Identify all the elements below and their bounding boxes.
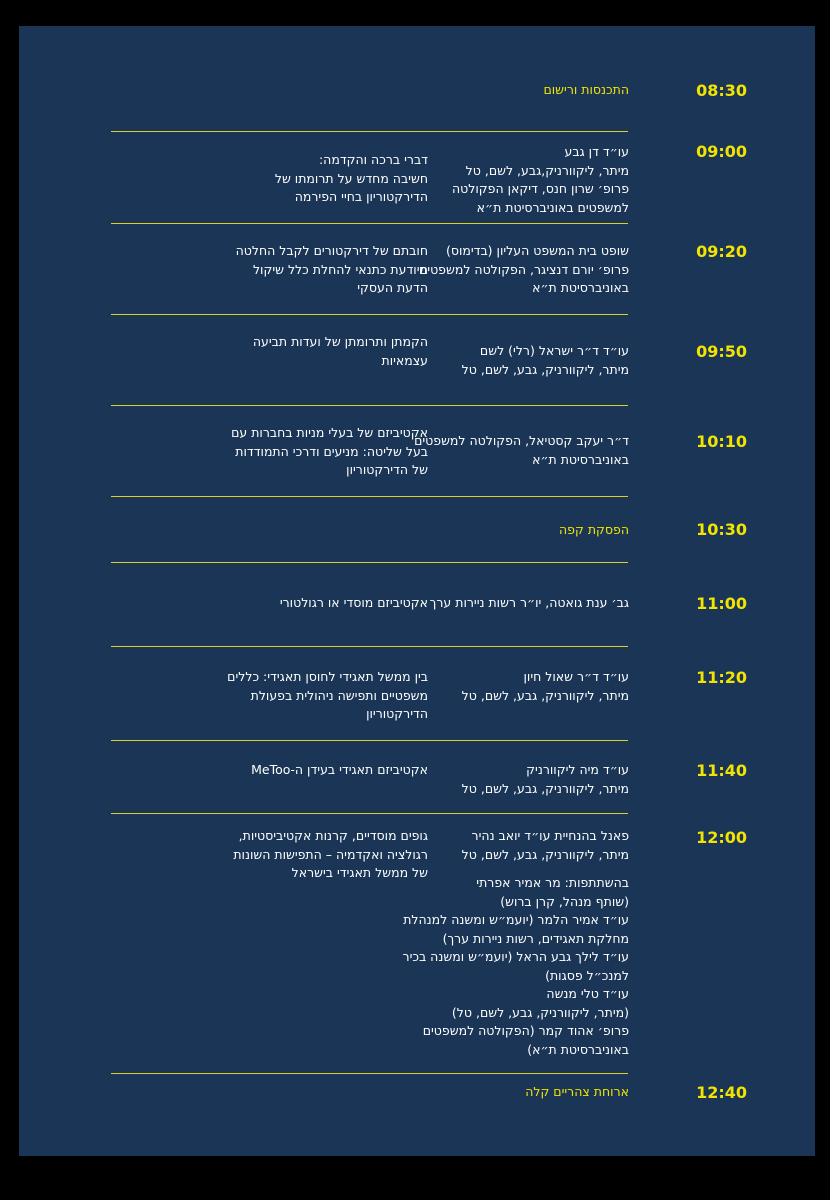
- speaker-line: עו״ד מיה ליקוורניק: [526, 762, 629, 777]
- panel-line: עו״ד טלי מנשה: [546, 986, 629, 1001]
- divider: [111, 314, 628, 315]
- topic-line: אקטיביזם של בעלי מניות בחברות עם: [231, 425, 428, 440]
- speaker-line: מיתר, ליקוורניק,גבע, לשם, טל: [465, 162, 629, 178]
- speaker-line: מיתר, ליקוורניק, גבע, לשם, טל: [461, 846, 629, 862]
- time-label: 12:00: [696, 828, 747, 847]
- speaker-line: עו״ד דן גבע: [564, 144, 629, 159]
- speaker-line: באוניברסיטת ת״א: [532, 451, 629, 467]
- topic-line: חובתם של דירקטורים לקבל החלטה: [235, 243, 428, 258]
- topic-line: אקטיביזם תאגידי בעידן ה-MeToo: [251, 762, 428, 777]
- topic-line: עצמאיות: [381, 352, 428, 368]
- topic-line: של ממשל תאגידי בישראל: [291, 865, 428, 880]
- divider: [111, 646, 628, 647]
- time-label: 11:40: [696, 761, 747, 780]
- speaker-line: למשפטים באוניברסיטת ת״א: [476, 199, 629, 215]
- speaker-line: ד״ר יעקב קסטיאל, הפקולטה למשפטים: [414, 433, 629, 448]
- time-label: 10:10: [696, 432, 747, 451]
- event-label: הפסקת קפה: [559, 522, 629, 537]
- time-label: 08:30: [696, 81, 747, 100]
- speaker-line: פאנל בהנחיית עו״ד יואב נהיר: [471, 828, 629, 843]
- divider: [111, 1073, 628, 1074]
- topic-line: הקמתן ותרומתן של ועדות תביעה: [252, 334, 428, 349]
- topic-line: הדירקטוריון בחיי הפירמה: [294, 189, 428, 204]
- time-label: 09:00: [696, 142, 747, 161]
- topic-line: דברי ברכה והקדמה:: [318, 152, 428, 167]
- topic-line: אקטיביזם מוסדי או רגולטורי: [279, 595, 428, 610]
- time-label: 09:20: [696, 242, 747, 261]
- time-label: 11:20: [696, 668, 747, 687]
- speaker-line: פרופ׳ שרון חנס, דיקאן הפקולטה: [451, 181, 629, 196]
- topic-block: [128, 668, 428, 724]
- speaker-line: עו״ד ד״ר ישראל (רלי) לשם: [479, 343, 629, 358]
- topic-block: [128, 242, 428, 298]
- topic-block: [128, 333, 428, 370]
- topic-line: בעל שליטה: מניעים ודרכי התמודדות: [235, 443, 428, 459]
- topic-line: הדירקטוריון: [366, 706, 428, 721]
- speaker-line: גב׳ ענת גואטה, יו״ר רשות ניירות ערך: [429, 595, 629, 610]
- topic-block: [128, 594, 428, 613]
- panel-line: פרופ׳ אהוד קמר (הפקולטה למשפטים: [422, 1023, 629, 1038]
- panel-line: באוניברסיטת ת״א): [527, 1041, 629, 1057]
- time-label: 10:30: [696, 520, 747, 539]
- time-label: 11:00: [696, 594, 747, 613]
- panel-line: בהשתתפות: מר אמיר אפרתי: [476, 875, 629, 890]
- divider: [111, 131, 628, 132]
- panel-line: (מיתר, ליקוורניק, גבע, לשם, טל): [451, 1004, 629, 1020]
- topic-line: של הדירקטוריון: [346, 462, 428, 477]
- topic-block: [128, 151, 428, 207]
- panel-line: מחלקת תאגידים, רשות ניירות ערך): [442, 930, 629, 946]
- divider: [111, 405, 628, 406]
- topic-line: בין ממשל תאגידי לחוסן תאגידי: כללים: [227, 669, 428, 684]
- divider: [111, 740, 628, 741]
- divider: [111, 813, 628, 814]
- speaker-line: פרופ׳ יורם דנציגר, הפקולטה למשפטים: [418, 261, 629, 277]
- agenda-page: [19, 26, 815, 1156]
- divider: [111, 562, 628, 563]
- topic-block: [128, 827, 428, 883]
- topic-block: [128, 761, 428, 780]
- speaker-line: מיתר, ליקוורניק, גבע, לשם, טל: [461, 780, 629, 796]
- topic-line: חשיבה מחדש על תרומתו של: [274, 170, 428, 186]
- time-label: 12:40: [696, 1083, 747, 1102]
- time-label: 09:50: [696, 342, 747, 361]
- topic-line: הדעת העסקי: [357, 280, 428, 295]
- speaker-line: מיתר, ליקוורניק, גבע, לשם, טל: [461, 687, 629, 703]
- panel-line: למנכ״ל פסגות): [545, 967, 629, 983]
- speaker-line: מיתר, ליקוורניק, גבע, לשם, טל: [461, 361, 629, 377]
- topic-line: משפטיים ותפישה ניהולית בפעולת: [250, 687, 428, 703]
- panel-line: עו״ד לילך גבע הראל (יועמ״ש ומשנה בכיר: [402, 949, 629, 964]
- panel-line: (שותף מנהל, קרן ברוש): [500, 893, 629, 909]
- speaker-line: באוניברסיטת ת״א: [532, 280, 629, 295]
- speaker-line: עו״ד ד״ר שאול חיון: [523, 669, 629, 684]
- topic-block: [128, 424, 428, 480]
- event-label: ארוחת צהריים קלה: [525, 1084, 629, 1099]
- divider: [111, 223, 628, 224]
- topic-line: מיודעת כתנאי להחלת כלל שיקול: [252, 261, 428, 277]
- topic-line: רגולציה ואקדמיה – התפישות השונות: [233, 846, 428, 862]
- panel-line: עו״ד אמיר הלמר (יועמ״ש ומשנה למנהלת: [403, 912, 629, 927]
- event-label: התכנסות ורישום: [543, 82, 629, 97]
- divider: [111, 496, 628, 497]
- speaker-line: שופט בית המשפט העליון (בדימוס): [445, 243, 629, 258]
- topic-line: גופים מוסדיים, קרנות אקטיביסטיות,: [238, 828, 428, 843]
